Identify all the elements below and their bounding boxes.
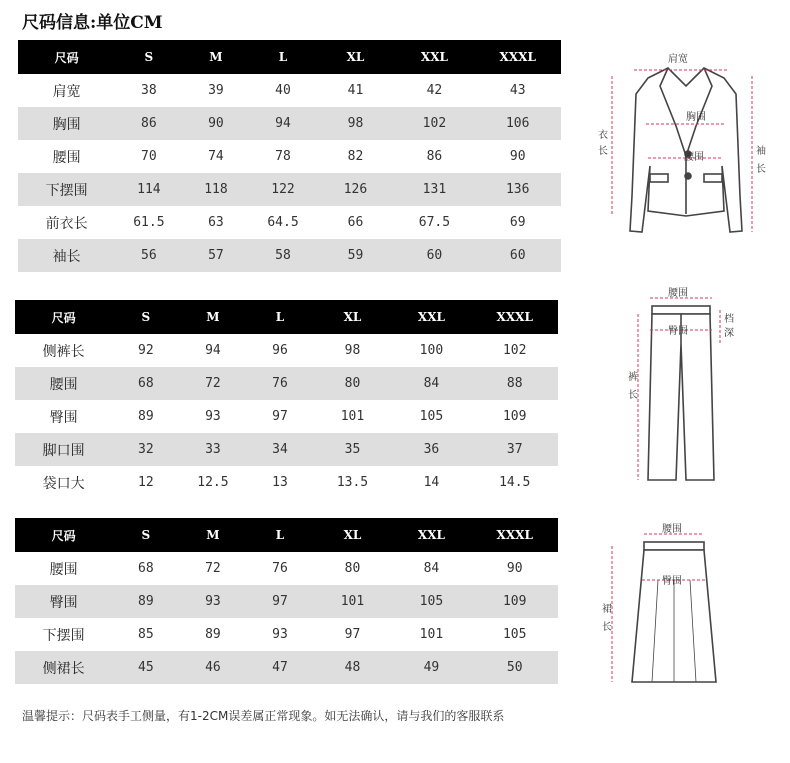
table-row [18, 206, 561, 239]
skirt-hip-label: 臀围 [662, 576, 682, 587]
measurement-value: 96 [272, 343, 288, 358]
table-row [18, 74, 561, 107]
measurement-value: 50 [471, 651, 558, 684]
pants-length-label-1: 裤 [628, 372, 638, 383]
measurement-value: 41 [347, 83, 364, 98]
measurement-label: 肩宽 [52, 83, 81, 100]
measurement-label: 下摆围 [18, 173, 115, 206]
table-row [18, 173, 561, 206]
jacket-diagram [590, 46, 780, 246]
measurement-value: 59 [317, 239, 395, 272]
pants-size-table [15, 300, 558, 499]
size-header-xxl: XXL [394, 40, 474, 74]
table-header-row [18, 40, 561, 74]
measurement-label: 臀围 [49, 409, 78, 426]
measurement-value: 60 [394, 239, 474, 272]
measurement-value: 66 [347, 215, 364, 230]
measurement-value: 98 [317, 107, 395, 140]
table-row [15, 618, 558, 651]
measurement-label: 前衣长 [45, 215, 88, 232]
skirt-length-label-2: 长 [602, 622, 612, 633]
measurement-value: 78 [275, 149, 291, 164]
measurement-value: 74 [208, 149, 224, 164]
measurement-value: 13 [272, 475, 288, 490]
measurement-label: 袋口大 [42, 475, 85, 492]
measurement-value: 102 [394, 107, 474, 140]
table-row [18, 239, 561, 272]
skirt-size-table [15, 518, 558, 684]
measurement-value: 86 [426, 149, 443, 164]
measurement-value: 68 [112, 367, 179, 400]
measurement-value: 43 [509, 83, 526, 98]
measurement-value: 48 [314, 651, 392, 684]
measurement-label: 袖长 [18, 239, 115, 272]
measurement-value: 40 [275, 83, 291, 98]
size-header-m: M [182, 40, 249, 74]
measurement-value: 63 [208, 215, 224, 230]
measurement-value: 106 [474, 107, 561, 140]
table-row [15, 400, 558, 433]
measurement-value: 13.5 [336, 475, 369, 490]
measurement-value: 97 [246, 585, 313, 618]
measurement-value: 84 [391, 367, 471, 400]
measurement-value: 32 [112, 433, 179, 466]
measurement-value: 100 [419, 343, 444, 358]
measurement-value: 101 [419, 627, 444, 642]
measurement-value: 94 [249, 107, 316, 140]
pants-waist-label: 腰围 [668, 288, 688, 299]
measurement-value: 86 [115, 107, 182, 140]
size-header-xxl: XXL [391, 300, 471, 334]
measurement-value: 80 [314, 367, 392, 400]
measurement-value: 122 [249, 173, 316, 206]
measurement-label: 腰围 [15, 367, 112, 400]
pants-length-label-2: 长 [628, 390, 638, 401]
size-header-m: M [179, 300, 246, 334]
skirt-icon [632, 542, 716, 682]
measurement-value: 105 [502, 627, 527, 642]
jacket-sleeve-label-1: 袖 [756, 146, 766, 157]
jacket-length-label-2: 长 [598, 146, 608, 157]
table-row [18, 107, 561, 140]
table-header-row [15, 518, 558, 552]
measurement-value: 72 [205, 561, 221, 576]
measurement-label: 脚口围 [15, 433, 112, 466]
measurement-label: 下摆围 [42, 627, 85, 644]
table-header-row [15, 300, 558, 334]
measurement-value: 101 [340, 409, 365, 424]
measurement-value: 101 [314, 585, 392, 618]
size-header-label: 尺码 [15, 518, 112, 552]
measurement-value: 76 [246, 367, 313, 400]
measurement-value: 61.5 [133, 215, 165, 230]
measurement-value: 38 [141, 83, 157, 98]
measurement-value: 56 [115, 239, 182, 272]
table-row [15, 367, 558, 400]
measurement-value: 89 [138, 409, 154, 424]
measurement-value: 14.5 [499, 475, 531, 490]
measurement-value: 69 [509, 215, 526, 230]
size-header-xl: XL [317, 40, 395, 74]
pants-hip-label: 臀围 [668, 326, 688, 337]
table-row [15, 466, 558, 499]
measurement-value: 90 [182, 107, 249, 140]
size-header-label: 尺码 [18, 40, 115, 74]
jacket-shoulder-label: 肩宽 [668, 54, 688, 65]
measurement-value: 97 [344, 627, 361, 642]
table-row [15, 433, 558, 466]
page-title: 尺码信息:单位CM [22, 13, 163, 33]
measurement-value: 136 [474, 173, 561, 206]
measurement-value: 37 [471, 433, 558, 466]
size-header-xxxl: XXXL [474, 40, 561, 74]
footer-note: 温馨提示：尺码表手工侧量，有1-2CM误差属正常现象。如无法确认，请与我们的客服联系 [22, 709, 505, 723]
measurement-value: 84 [423, 561, 440, 576]
measurement-value: 97 [272, 409, 288, 424]
measurement-value: 85 [138, 627, 154, 642]
jacket-sleeve-label-2: 长 [756, 164, 766, 175]
measurement-value: 57 [182, 239, 249, 272]
measurement-value: 118 [182, 173, 249, 206]
measurement-value: 67.5 [418, 215, 451, 230]
measurement-label: 侧裙长 [15, 651, 112, 684]
measurement-value: 76 [272, 561, 288, 576]
measurement-value: 35 [314, 433, 392, 466]
measurement-value: 82 [347, 149, 364, 164]
measurement-value: 93 [205, 409, 221, 424]
measurement-value: 90 [506, 561, 523, 576]
measurement-value: 70 [141, 149, 157, 164]
skirt-length-label-1: 裙 [602, 604, 612, 615]
measurement-value: 109 [471, 585, 558, 618]
measurement-value: 80 [344, 561, 361, 576]
size-header-l: L [246, 300, 313, 334]
measurement-value: 94 [205, 343, 221, 358]
measurement-value: 47 [246, 651, 313, 684]
measurement-value: 34 [246, 433, 313, 466]
measurement-value: 114 [115, 173, 182, 206]
measurement-value: 93 [272, 627, 288, 642]
pants-rise-label-2: 深 [724, 328, 734, 339]
size-header-s: S [112, 518, 179, 552]
measurement-value: 60 [474, 239, 561, 272]
measurement-value: 14 [423, 475, 440, 490]
size-header-label: 尺码 [15, 300, 112, 334]
table-row [15, 334, 558, 367]
measurement-value: 93 [179, 585, 246, 618]
measurement-value: 33 [179, 433, 246, 466]
measurement-value: 105 [391, 585, 471, 618]
measurement-value: 131 [394, 173, 474, 206]
measurement-value: 88 [471, 367, 558, 400]
measurement-value: 89 [112, 585, 179, 618]
jacket-size-table [18, 40, 561, 272]
size-header-xxxl: XXXL [471, 300, 558, 334]
table-row [15, 552, 558, 585]
size-header-l: L [246, 518, 313, 552]
jacket-length-label-1: 衣 [598, 130, 608, 141]
measurement-value: 92 [138, 343, 154, 358]
size-header-xxl: XXL [391, 518, 471, 552]
jacket-icon [630, 68, 742, 232]
size-header-s: S [115, 40, 182, 74]
measurement-value: 126 [317, 173, 395, 206]
measurement-value: 36 [391, 433, 471, 466]
measurement-value: 58 [249, 239, 316, 272]
measurement-value: 46 [179, 651, 246, 684]
size-header-xl: XL [314, 518, 392, 552]
measurement-value: 105 [419, 409, 444, 424]
measurement-label: 腰围 [52, 149, 81, 166]
table-row [15, 585, 558, 618]
measurement-value: 90 [509, 149, 526, 164]
size-header-s: S [112, 300, 179, 334]
table-row [18, 140, 561, 173]
measurement-label: 腰围 [49, 561, 78, 578]
measurement-value: 89 [205, 627, 221, 642]
measurement-value: 98 [344, 343, 361, 358]
measurement-value: 42 [426, 83, 443, 98]
measurement-value: 49 [391, 651, 471, 684]
measurement-value: 72 [179, 367, 246, 400]
skirt-waist-label: 腰围 [662, 524, 682, 535]
jacket-waist-label: 腰围 [684, 152, 704, 163]
measurement-value: 12.5 [197, 475, 229, 490]
measurement-value: 39 [208, 83, 224, 98]
measurement-value: 12 [138, 475, 154, 490]
size-header-xl: XL [314, 300, 392, 334]
size-header-m: M [179, 518, 246, 552]
table-row [15, 651, 558, 684]
measurement-label: 侧裤长 [42, 343, 85, 360]
measurement-label: 胸围 [18, 107, 115, 140]
pants-diagram [630, 284, 760, 484]
measurement-value: 102 [502, 343, 527, 358]
measurement-value: 45 [112, 651, 179, 684]
size-header-l: L [249, 40, 316, 74]
size-header-xxxl: XXXL [471, 518, 558, 552]
pants-rise-label-1: 档 [724, 314, 734, 325]
skirt-diagram [598, 520, 738, 690]
measurement-value: 109 [502, 409, 527, 424]
jacket-chest-label: 胸围 [686, 112, 706, 123]
measurement-value: 64.5 [267, 215, 299, 230]
measurement-value: 68 [138, 561, 154, 576]
measurement-label: 臀围 [15, 585, 112, 618]
